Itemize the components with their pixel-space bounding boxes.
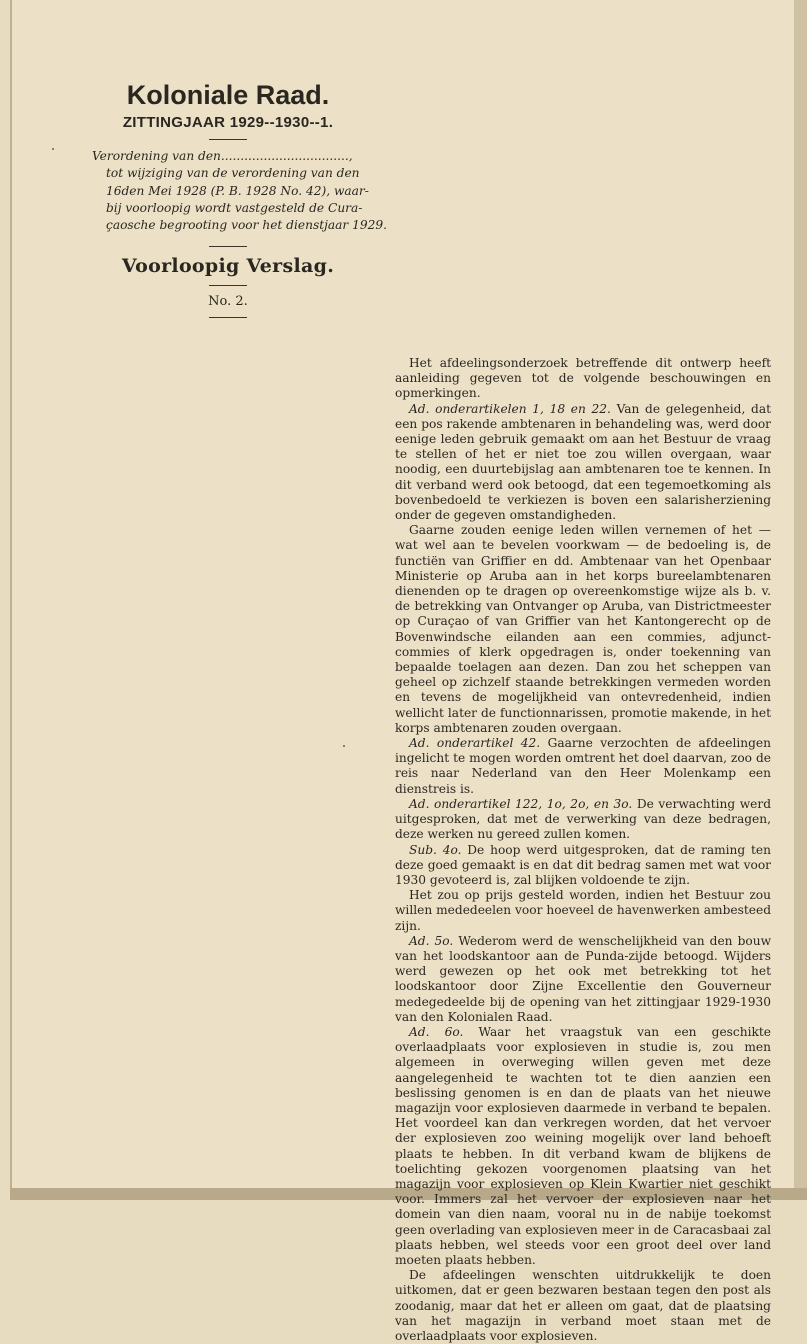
paragraph (395, 1268, 771, 1344)
paragraph (395, 402, 771, 524)
paragraph-lead: Ad. 6o. (409, 1024, 464, 1039)
paragraph (395, 888, 771, 934)
report-number: No. 2. (208, 294, 248, 310)
session-year: ZITTINGJAAR 1929--1930--1. (122, 114, 334, 131)
ordinance-line: çaosche begrooting voor het dienstjaar 1929. (106, 218, 387, 233)
divider (209, 285, 247, 286)
paragraph-text: De verwachting werd uitgesproken, dat met de verwerking van deze bedragen, deze werken nu gereed zullen komen. (395, 796, 772, 842)
divider (209, 139, 247, 140)
page-edge-right (794, 0, 807, 1200)
ordinance-line: tot wijziging van de verordening van den (106, 166, 360, 181)
paragraph-lead: Ad. onderartikel 122, 1o, 2o, en 3o. (409, 796, 633, 811)
ordinance-description (92, 148, 387, 234)
paragraph-lead: Ad. onderartikelen 1, 18 en 22. (409, 401, 611, 416)
report-title: Voorloopig Verslag. (121, 255, 335, 278)
paragraph-lead: Sub. 4o. (409, 842, 462, 857)
paragraph-text: Gaarne zouden eenige leden willen vernemen of het — wat wel aan te bevelen voorkwam — de bedoeling is, de functiën van Griffier en dd. Ambtenaar van het Openbaar Ministerie op Aruba aan in het korps bureelambtenaren dienenden op te dragen op overeenkomstige wijze als b. v. de betrekking van Ontvanger op Aruba, van Districtmeester op Curaçao of van Griffier van het Kantongerecht op de Bovenwindsche eilanden aan een commies, adjunct-commies of klerk opgedragen is, onder toekenning van bepaalde toelagen aan dezen. Dan zou het scheppen van geheel op zichzelf staande betrekkingen vermeden worden en tevens de mogelijkheid van ontevredenheid, indien wellicht later de functionnarissen, promotie makende, in het korps ambtenaren zouden overgaan. (395, 523, 771, 735)
report-body (395, 356, 771, 1344)
paragraph-text: Gaarne verzochten de afdeelingen ingelicht te mogen worden omtrent het doel daarvan, zoo de reis naar Nederland van den Heer Molenkamp een dienstreis is. (395, 736, 771, 796)
paragraph-text: De afdeelingen wenschten uitdrukkelijk te doen uitkomen, dat er geen bezwaren bestaan tegen den post als zoodanig, maar dat het er alleen om gaat, dat de plaatsing van het magazijn in verband moet staan met de overlaadplaats voor explosieven. (395, 1268, 771, 1343)
paragraph-text: Van de gelegenheid, dat een pos rakende ambtenaren in behandeling was, werd door eenige leden gebruik gemaakt om aan het Bestuur de vraag te stellen of het er niet toe zou willen overgaan, waar noodig, een duurtebijslag aan ambtenaren toe te kennen. In dit verband werd ook betoogd, dat een tegemoetkoming als bovenbedoeld te verkiezen is boven een salarisherziening onder de gegeven omstandigheden. (395, 401, 771, 523)
paragraph-lead: Ad. 5o. (409, 933, 454, 948)
paragraph-text: Waar het vraagstuk van een geschikte overlaadplaats voor explosieven in studie is, zou men algemeen in overweging willen geven met deze aangelegenheid te wachten tot te dien aanzien een beslissing genomen is en dan de plaats van het nieuwe magazijn voor explosieven daarmede in verband te bepalen. Het voordeel kan dan verkregen worden, dat het vervoer der explosieven zoo weining mogelijk over land behoeft plaats te hebben. In dit verband kwam de blijkens de toelichting gekozen voorgenomen plaatsing van het magazijn voor explosieven op Klein Kwartier niet geschikt voor. Immers zal het vervoer der explosieven naar het domein van dien naam, vooral nu in de nabije toekomst geen overlading van explosieven meer in de Caracasbaai zal plaats hebben, wel steeds voor een groot deel over land moeten plaats hebben. (395, 1024, 771, 1267)
paragraph (395, 523, 771, 736)
paragraph (395, 1025, 771, 1268)
paragraph-text: Het afdeelingsonderzoek betreffende dit ontwerp heeft aanleiding gegeven tot de volgende beschouwingen en opmerkingen. (395, 356, 771, 401)
paper-speck (343, 745, 345, 747)
ordinance-line: Verordening van den................................., (92, 149, 353, 163)
paragraph (395, 736, 771, 797)
ordinance-line: 16den Mei 1928 (P. B. 1928 No. 42), waar- (106, 183, 369, 198)
paragraph-text: De hoop werd uitgesproken, dat de raming ten deze goed gemaakt is en dat dit bedrag samen met wat voor 1930 gevoteerd is, zal blijken voldoende te zijn. (395, 842, 771, 887)
document-title: Koloniale Raad. (126, 80, 330, 110)
paper-speck (52, 148, 54, 150)
paragraph-lead: Ad. onderartikel 42. (409, 736, 541, 751)
paragraph-text: Wederom werd de wenschelijkheid van den bouw van het loodskantoor aan de Punda-zijde betoogd. Wijders werd gewezen op het ook met betrekking tot het loodskantoor door Zijne Excellentie den Gouverneur medegedeelde bij de opening van het zittingjaar 1929-1930 van den Kolonialen Raad. (395, 933, 771, 1024)
document-header (88, 80, 387, 326)
paragraph-text: Het zou op prijs gesteld worden, indien het Bestuur zou willen mededeelen voor hoeveel de havenwerken ambesteed zijn. (395, 888, 771, 933)
paragraph (395, 934, 771, 1025)
paragraph (395, 843, 771, 889)
ordinance-line: bij voorloopig wordt vastgesteld de Cura- (106, 200, 363, 215)
divider (209, 317, 247, 318)
paragraph (395, 797, 771, 843)
divider (209, 246, 247, 247)
paragraph (395, 356, 771, 402)
